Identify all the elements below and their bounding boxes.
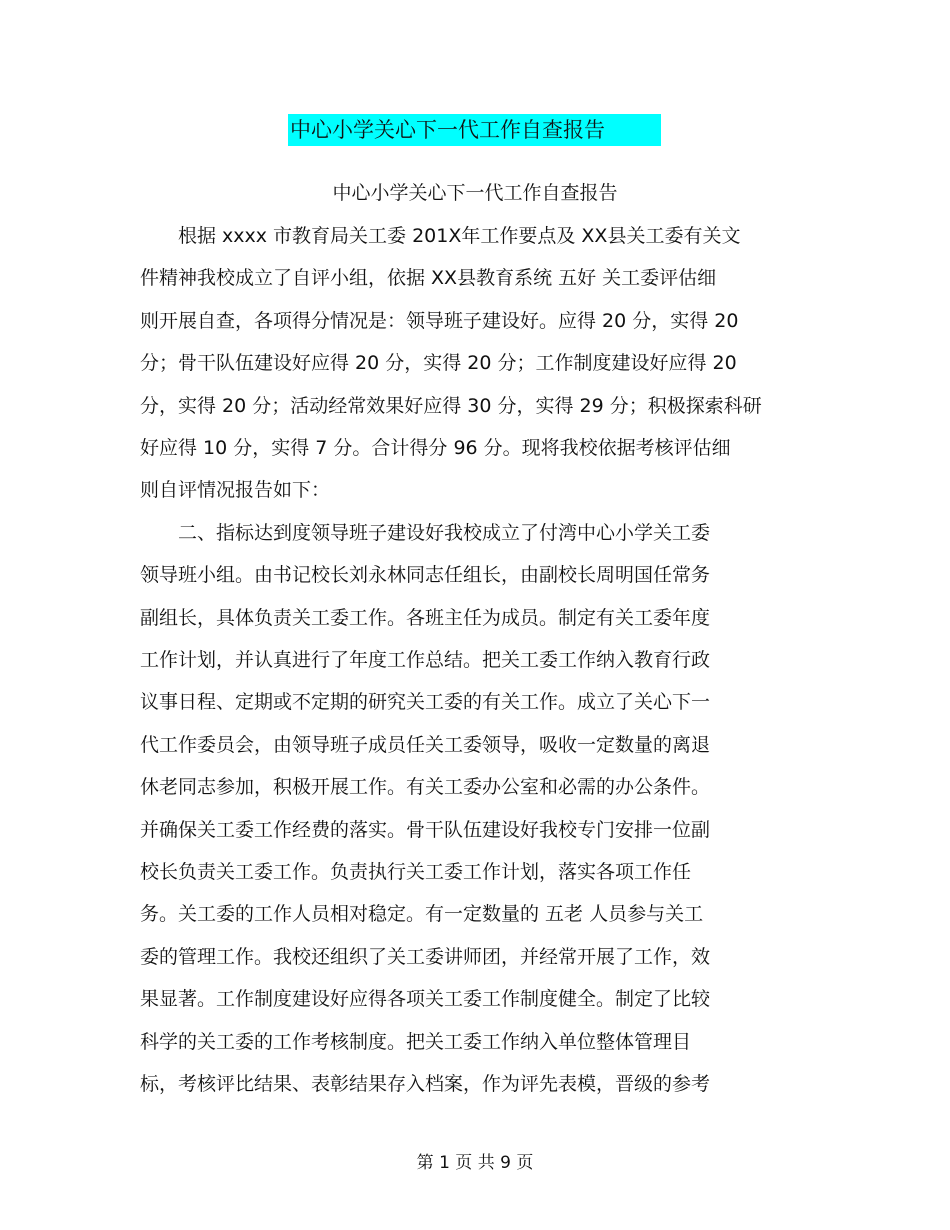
- body-line: 务。关工委的工作人员相对稳定。有一定数量的 五老 人员参与关工: [140, 903, 704, 925]
- body-line: 代工作委员会，由领导班子成员任关工委领导，吸收一定数量的离退: [140, 734, 711, 756]
- body-line: 二、指标达到度领导班子建设好我校成立了付湾中心小学关工委: [140, 522, 711, 544]
- body-line: 分，实得 20 分；活动经常效果好应得 30 分，实得 29 分；积极探索科研: [140, 395, 762, 417]
- body-line: 则开展自查，各项得分情况是：领导班子建设好。应得 20 分，实得 20: [140, 310, 739, 332]
- body-line: 委的管理工作。我校还组织了关工委讲师团，并经常开展了工作，效: [140, 946, 711, 968]
- body-line: 果显著。工作制度建设好应得各项关工委工作制度健全。制定了比较: [140, 988, 711, 1010]
- body-line: 件精神我校成立了自评小组，依据 XX县教育系统 五好 关工委评估细: [140, 267, 717, 289]
- body-line: 并确保关工委工作经费的落实。骨干队伍建设好我校专门安排一位副: [140, 819, 711, 841]
- body-line: 标，考核评比结果、表彰结果存入档案，作为评先表模，晋级的参考: [140, 1073, 711, 1095]
- body-line: 则自评情况报告如下：: [140, 479, 331, 501]
- page-footer: 第 1 页 共 9 页: [416, 1153, 534, 1173]
- document-subtitle: 中心小学关心下一代工作自查报告: [332, 182, 618, 204]
- body-line: 副组长，具体负责关工委工作。各班主任为成员。制定有关工委年度: [140, 607, 711, 629]
- document-title-banner: 中心小学关心下一代工作自查报告: [288, 114, 661, 146]
- body-line: 好应得 10 分，实得 7 分。合计得分 96 分。现将我校依据考核评估细: [140, 437, 731, 459]
- body-line: 科学的关工委的工作考核制度。把关工委工作纳入单位整体管理目: [140, 1031, 692, 1053]
- body-line: 分；骨干队伍建设好应得 20 分，实得 20 分；工作制度建设好应得 20: [140, 352, 737, 374]
- body-line: 议事日程、定期或不定期的研究关工委的有关工作。成立了关心下一: [140, 691, 711, 713]
- body-line: 领导班小组。由书记校长刘永林同志任组长，由副校长周明国任常务: [140, 564, 711, 586]
- body-line: 校长负责关工委工作。负责执行关工委工作计划，落实各项工作任: [140, 861, 692, 883]
- body-line: 根据 xxxx 市教育局关工委 201X年工作要点及 XX县关工委有关文: [140, 225, 741, 247]
- body-line: 工作计划，并认真进行了年度工作总结。把关工委工作纳入教育行政: [140, 649, 711, 671]
- body-line: 休老同志参加，积极开展工作。有关工委办公室和必需的办公条件。: [140, 776, 711, 798]
